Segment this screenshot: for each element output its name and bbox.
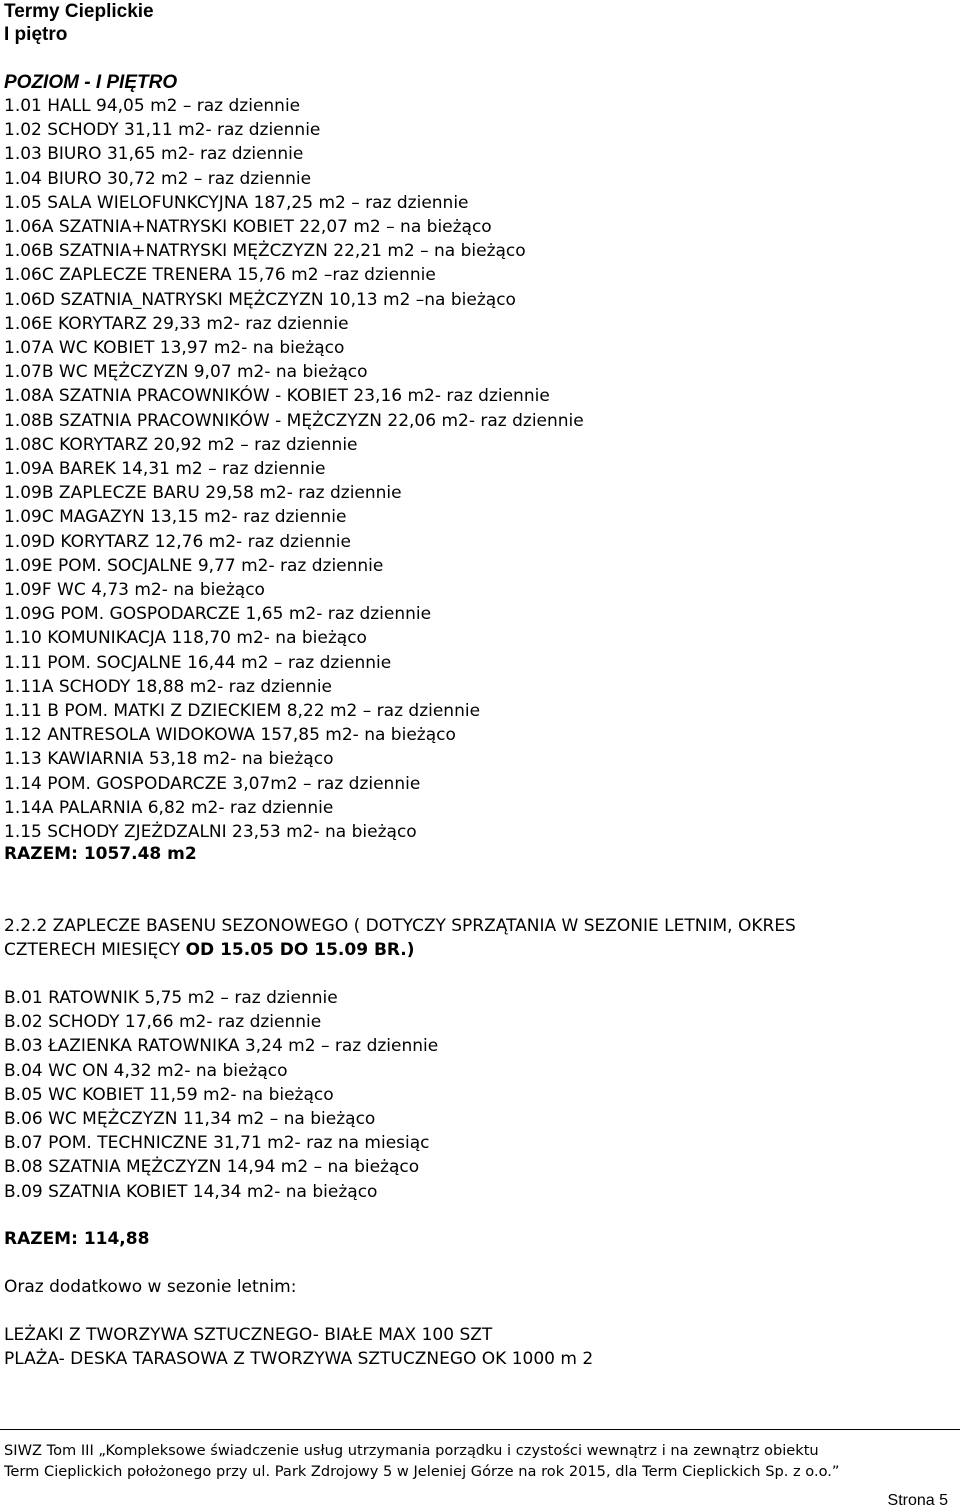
room-list-item: 1.13 KAWIARNIA 53,18 m2- na bieżąco bbox=[4, 749, 334, 770]
footer-line-2: Term Cieplickich położonego przy ul. Park Zdrojowy 5 w Jeleniej Górze na rok 2015, dla Term Cieplickich Sp. z o.o.” bbox=[4, 1463, 840, 1480]
room-list-item: 1.06B SZATNIA+NATRYSKI MĘŻCZYZN 22,21 m2 – na bieżąco bbox=[4, 241, 526, 262]
room-list-item: 1.07B WC MĘŻCZYZN 9,07 m2- na bieżąco bbox=[4, 362, 368, 383]
room-list-item: 1.12 ANTRESOLA WIDOKOWA 157,85 m2- na bieżąco bbox=[4, 725, 456, 746]
room-list-item: 1.09C MAGAZYN 13,15 m2- raz dziennie bbox=[4, 507, 347, 528]
footer-line-1: SIWZ Tom III „Kompleksowe świadczenie usług utrzymania porządku i czystości wewnątrz i na zewnątrz obiektu bbox=[4, 1442, 819, 1459]
pool-section-intro-line2 bbox=[4, 938, 415, 962]
room-list-item: B.09 SZATNIA KOBIET 14,34 m2- na bieżąco bbox=[4, 1181, 378, 1202]
pool-total: RAZEM: 114,88 bbox=[4, 1229, 150, 1249]
room-list-item: B.07 POM. TECHNICZNE 31,71 m2- raz na miesiąc bbox=[4, 1133, 430, 1154]
room-list-item: 1.08B SZATNIA PRACOWNIKÓW - MĘŻCZYZN 22,06 m2- raz dziennie bbox=[4, 410, 584, 431]
room-list-item: 1.09F WC 4,73 m2- na bieżąco bbox=[4, 580, 265, 600]
room-list-item: B.06 WC MĘŻCZYZN 11,34 m2 – na bieżąco bbox=[4, 1109, 376, 1129]
room-list-item: 1.03 BIURO 31,65 m2- raz dziennie bbox=[4, 144, 304, 165]
room-list-item: 1.06E KORYTARZ 29,33 m2- raz dziennie bbox=[4, 313, 349, 334]
extra-item: PLAŻA- DESKA TARASOWA Z TWORZYWA SZTUCZNEGO OK 1000 m 2 bbox=[4, 1349, 594, 1369]
room-list-item: 1.09G POM. GOSPODARCZE 1,65 m2- raz dziennie bbox=[4, 604, 432, 625]
summer-note: Oraz dodatkowo w sezonie letnim: bbox=[4, 1277, 297, 1297]
pool-section-season-dates: OD 15.05 DO 15.09 BR.) bbox=[185, 940, 415, 960]
room-list-item: 1.09B ZAPLECZE BARU 29,58 m2- raz dziennie bbox=[4, 483, 402, 504]
room-list-item: 1.08A SZATNIA PRACOWNIKÓW - KOBIET 23,16 m2- raz dziennie bbox=[4, 386, 550, 407]
room-list-item: B.02 SCHODY 17,66 m2- raz dziennie bbox=[4, 1012, 322, 1033]
room-list-item: B.04 WC ON 4,32 m2- na bieżąco bbox=[4, 1060, 288, 1081]
room-list-item: 1.10 KOMUNIKACJA 118,70 m2- na bieżąco bbox=[4, 628, 367, 649]
room-list-item: 1.14A PALARNIA 6,82 m2- raz dziennie bbox=[4, 797, 334, 818]
pool-section-intro-text: CZTERECH MIESIĘCY bbox=[4, 940, 186, 960]
room-list-item: B.05 WC KOBIET 11,59 m2- na bieżąco bbox=[4, 1084, 334, 1105]
room-list-item: 1.06A SZATNIA+NATRYSKI KOBIET 22,07 m2 – na bieżąco bbox=[4, 217, 492, 237]
room-list-item: B.03 ŁAZIENKA RATOWNIKA 3,24 m2 – raz dziennie bbox=[4, 1036, 439, 1057]
room-list-item: 1.09E POM. SOCJALNE 9,77 m2- raz dziennie bbox=[4, 555, 384, 576]
footer-divider bbox=[0, 1429, 960, 1430]
room-list-item: 1.02 SCHODY 31,11 m2- raz dziennie bbox=[4, 120, 321, 141]
level-section-title: POZIOM - I PIĘTRO bbox=[4, 72, 178, 93]
room-list-item: 1.11 POM. SOCJALNE 16,44 m2 – raz dziennie bbox=[4, 652, 392, 673]
room-list-item: 1.06D SZATNIA_NATRYSKI MĘŻCZYZN 10,13 m2 –na bieżąco bbox=[4, 289, 516, 310]
room-list-item: 1.01 HALL 94,05 m2 – raz dziennie bbox=[4, 96, 301, 116]
level-total: RAZEM: 1057.48 m2 bbox=[4, 844, 197, 864]
extra-item: LEŻAKI Z TWORZYWA SZTUCZNEGO- BIAŁE MAX 100 SZT bbox=[4, 1325, 493, 1345]
document-title: Termy Cieplickie bbox=[4, 1, 154, 22]
pool-section-intro-line1: 2.2.2 ZAPLECZE BASENU SEZONOWEGO ( DOTYCZY SPRZĄTANIA W SEZONIE LETNIM, OKRES bbox=[4, 916, 796, 936]
room-list-item: 1.11A SCHODY 18,88 m2- raz dziennie bbox=[4, 676, 333, 697]
room-list-item: B.01 RATOWNIK 5,75 m2 – raz dziennie bbox=[4, 988, 338, 1008]
room-list-item: B.08 SZATNIA MĘŻCZYZN 14,94 m2 – na bieżąco bbox=[4, 1157, 420, 1178]
room-list-item: 1.05 SALA WIELOFUNKCYJNA 187,25 m2 – raz dziennie bbox=[4, 192, 469, 213]
page-number: Strona 5 bbox=[887, 1492, 948, 1509]
room-list-item: 1.09D KORYTARZ 12,76 m2- raz dziennie bbox=[4, 531, 351, 552]
room-list-item: 1.11 B POM. MATKI Z DZIECKIEM 8,22 m2 – raz dziennie bbox=[4, 701, 481, 721]
room-list-item: 1.06C ZAPLECZE TRENERA 15,76 m2 –raz dziennie bbox=[4, 265, 436, 286]
room-list-item: 1.15 SCHODY ZJEŻDZALNI 23,53 m2- na bieżąco bbox=[4, 822, 417, 842]
room-list-item: 1.09A BAREK 14,31 m2 – raz dziennie bbox=[4, 459, 326, 479]
room-list-item: 1.07A WC KOBIET 13,97 m2- na bieżąco bbox=[4, 338, 345, 358]
room-list-item: 1.08C KORYTARZ 20,92 m2 – raz dziennie bbox=[4, 434, 358, 455]
document-subtitle: I piętro bbox=[4, 24, 68, 45]
room-list-item: 1.04 BIURO 30,72 m2 – raz dziennie bbox=[4, 168, 312, 189]
room-list-item: 1.14 POM. GOSPODARCZE 3,07m2 – raz dziennie bbox=[4, 773, 421, 794]
